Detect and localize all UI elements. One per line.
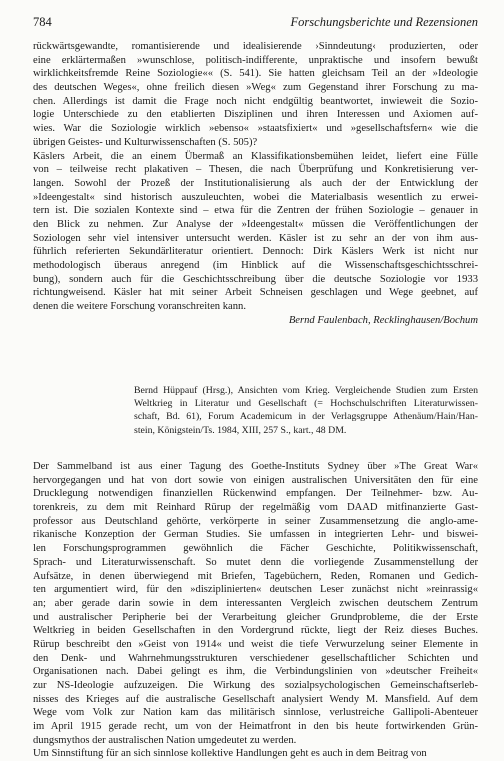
text-line: den Denk- und Wahrnehmungsstrukturen verschiedener gesellschaftlicher Schichten und xyxy=(33,652,478,664)
text-line: eine erklärtermaßen »wunschlose, politisch-indifferente, unpraktische und insofern bewußt xyxy=(33,54,478,66)
text-line: dungsmythos der australischen Nation umgedeutet zu werden. xyxy=(33,734,297,746)
text-line: im April 1915 gerade recht, um von der Heimatfront in den bis heute fortwirkenden Grün- xyxy=(33,721,478,733)
text-line: Um Sinnstiftung für an sich sinnlose kollektive Handlungen geht es auch in dem Beitrag von xyxy=(33,748,427,760)
review-1-body xyxy=(33,40,478,327)
text-line: denen die weitere Forschung voranschreiten kann. xyxy=(33,301,246,313)
text-line: führlich referierten Sekundärliteratur orientiert. Dennoch: Dirk Käslers Werk ist nicht nur xyxy=(33,246,478,258)
text-line: an; aber gerade darin sowie in dem interessanten Vergleich zwischen deutschem Zentrum xyxy=(33,597,478,609)
text-line: übrigen Geistes- und Kulturwissenschaften (S. 505)? xyxy=(33,136,258,148)
text-line: methodologisch überaus anregend (im Hinblick auf die Wissenschaftsgeschichtsschrei- xyxy=(33,260,478,271)
text-line: wies. War die Soziologie wirklich »ebenso« »staatsfixiert« und »gesellschaftsfern« wie die xyxy=(33,123,478,135)
text-line: professor aus Deutschland gehörte, verkörperte in seiner Zusammensetzung die anglo-ame- xyxy=(33,515,478,527)
reviewer-signature: Bernd Faulenbach, Recklinghausen/Bochum xyxy=(288,314,478,326)
text-line: Organisationen nach. Dabei gelingt es ihm, die Verbindungslinien von »deutscher Freiheit« xyxy=(33,666,478,678)
text-line: Drucklegung notwendigen finanziellen Rückenwind empfangen. Der Teilnehmer- bzw. Au- xyxy=(33,488,478,500)
text-line: von – teilweise recht plakativen – Thesen, die nach Überprüfung und Konkretisierung ver- xyxy=(33,164,478,176)
review-2-body xyxy=(33,460,478,761)
text-line: logie Unterschiede zu den etablierten Disziplinen und ihren Interessen und Axiomen auf- xyxy=(33,109,478,121)
page-header xyxy=(33,15,478,31)
reference-line: schaft, Bd. 61), Forum Academicum in der Verlagsgruppe Athenäum/Hain/Han- xyxy=(134,411,478,423)
text-line: Sprach- und Literaturwissenschaft. So mutet denn die vorliegende Zusammenstellung der xyxy=(33,556,478,568)
text-line: zur NS-Ideologie aufzuzeigen. Die Wirkung des sozialpsychologischen Gemeinschaftserleb- xyxy=(33,680,478,691)
text-line: len Forschungsprogrammen gewöhnlich die Fächer Geschichte, Politikwissenschaft, xyxy=(33,543,478,555)
text-line: Weltkrieg in beiden Gesellschaften in den Vordergrund rückte, liegt der Reiz dieses Buches. xyxy=(33,625,478,637)
running-title: Forschungsberichte und Rezensionen xyxy=(290,15,478,29)
reference-line: stein, Königstein/Ts. 1984, XIII, 257 S., kart., 48 DM. xyxy=(134,424,347,436)
text-line: des deutschen Weges«, ohne freilich diesen »Weg« zum Gegenstand ihrer Forschung zu ma- xyxy=(33,82,478,94)
page-number: 784 xyxy=(33,15,52,29)
text-line: rückwärtsgewandte, romantisierende und idealisierende ›Sinndeutung‹ produzierten, oder xyxy=(33,41,478,52)
text-line: Soziologen sehr viel intensiver untersucht werden. Käsler ist zu sehr an der von ihm aus- xyxy=(33,232,478,244)
text-line: ten argumentiert wird, für den »disziplinierten« deutschen Leser zunächst nicht »reinrassig« xyxy=(33,584,478,596)
reference-line: Bernd Hüppauf (Hrsg.), Ansichten vom Krieg. Vergleichende Studien zum Ersten xyxy=(134,385,478,396)
text-line: Der Sammelband ist aus einer Tagung des Goethe-Instituts Sydney über »The Great War« xyxy=(33,461,478,472)
text-line: Aufsätze, in denen überwiegend mit Briefen, Tagebüchern, Reden, Romanen und Gedich- xyxy=(33,570,478,582)
text-line: torenkreis, zu dem mit Reinhard Rürup der regelmäßig vom DAAD mitfinanzierte Gast- xyxy=(33,502,478,514)
text-line: und australischer Peripherie bei der Verarbeitung gleicher Grundprobleme, die der Erste xyxy=(33,611,478,623)
text-line: Rürup beschreibt den »Geist von 1914« und weist die tiefe Verwurzelung seiner Elemente in xyxy=(33,638,478,650)
text-line: den Blick zu nehmen. Zur Analyse der »Ideengestalt« müssen die Veröffentlichungen der xyxy=(33,218,478,230)
text-line: chen. Allerdings ist damit die Frage noch nicht endgültig beantwortet, inwieweit die Sozio- xyxy=(33,95,478,107)
text-line: langen. Sowohl der Prozeß der Institutionalisierung als auch der der Entwicklung der xyxy=(33,177,478,189)
text-line: »Ideengestalt« sind historisch auszuleuchten, wobei die Materialbasis wesentlich zu erwei- xyxy=(33,191,478,203)
text-line: wirklichkeitsfremde Reine Soziologie«« (S. 541). Sie hatten gleichsam Teil an der »Ideologie xyxy=(33,68,478,80)
reference-line: Weltkrieg in Literatur und Gesellschaft (= Hochschulschriften Literaturwissen- xyxy=(134,398,478,410)
text-line: hervorgegangen und hat von dort sowie von einigen australischen Universitäten den für eine xyxy=(33,474,478,486)
text-line: tern ist. Die sozialen Kontexte sind – etwa für die Zentren der frühen Soziologie – genauer in xyxy=(33,205,478,217)
text-line: Wege vom Volk zur Nation kam das militärisch sinnlose, verlustreiche Gallipoli-Abenteuer xyxy=(33,707,478,719)
text-line: richtungweisend. Käsler hat mit seiner Arbeit Schneisen geschlagen und Wege geebnet, auf xyxy=(33,287,478,299)
text-line: Käslers Arbeit, die an einem Übermaß an Klassifikationsbemühen leidet, liefert eine Fülle xyxy=(33,150,478,162)
text-line: bung), sondern auch für die Geschichtsschreibung über die deutsche Soziologie vor 1933 xyxy=(33,273,478,285)
text-line: rikanische Konzeption der German Studies. Sie umfassen in integrierten Lehr- und biswei- xyxy=(33,529,478,541)
text-line: nisses des Krieges auf die australische Gesellschaft analysiert Wendy M. Mansfield. Auf dem xyxy=(33,693,478,705)
book-reference xyxy=(134,384,478,437)
